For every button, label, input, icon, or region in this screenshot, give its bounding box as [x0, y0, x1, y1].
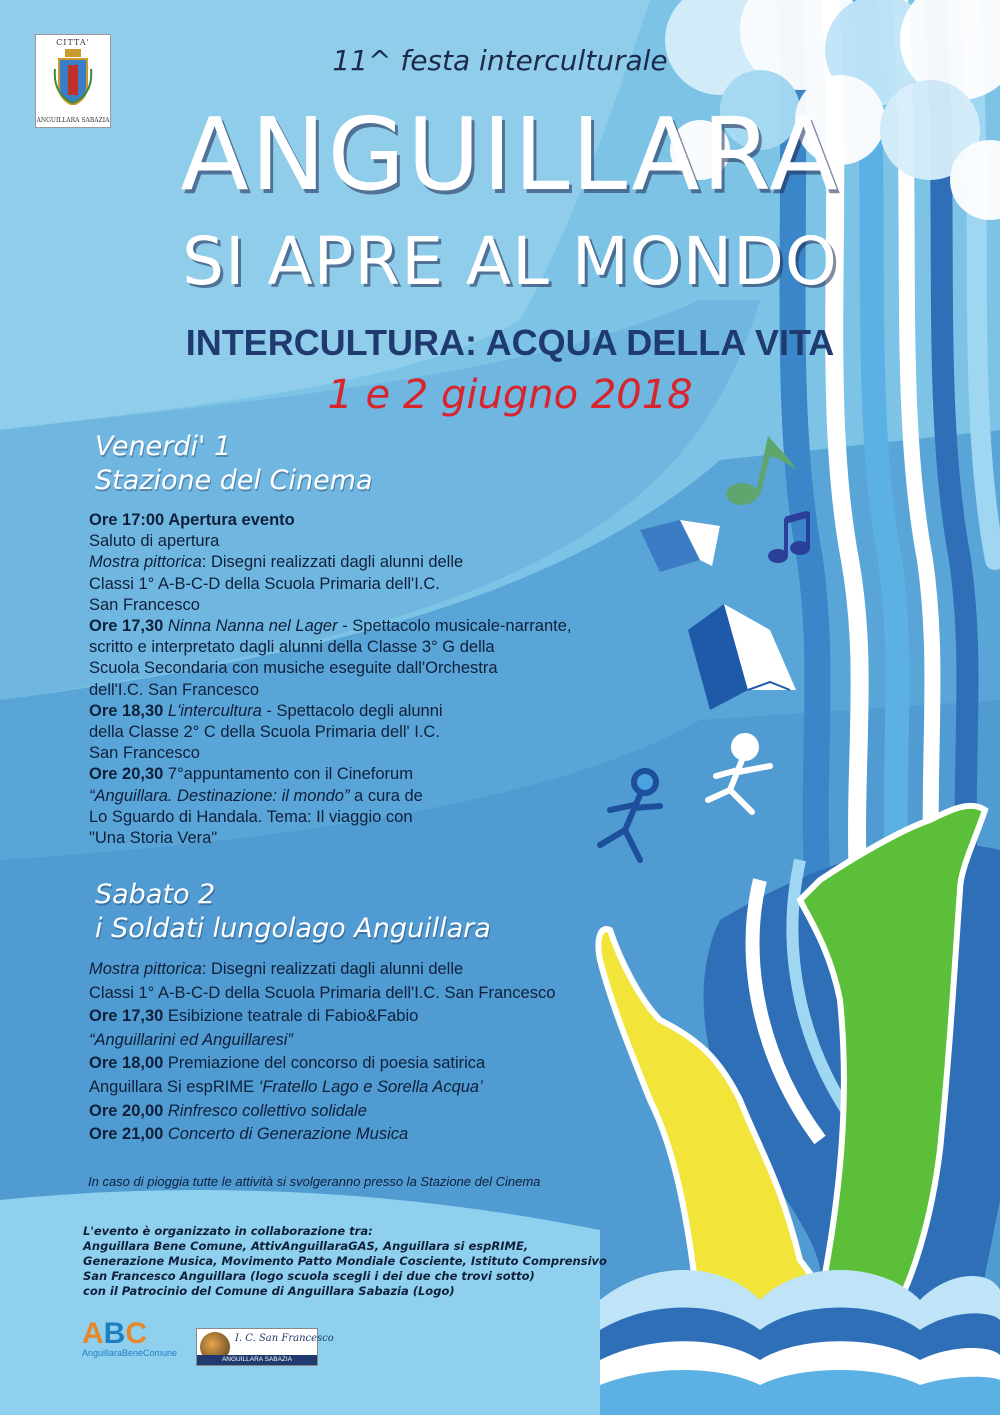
program-line — [89, 743, 571, 764]
program-line — [89, 764, 571, 785]
crest-top-text: CITTA' — [56, 38, 90, 47]
day1-heading-line1: Venerdi' 1 — [95, 431, 232, 462]
title-line-1: ANGUILLARA — [180, 96, 840, 213]
program-line — [89, 616, 571, 637]
organizer-line: con il Patrocinio del Comune di Anguillara Sabazia (Logo) — [83, 1284, 455, 1298]
program-line-part: - Spettacolo degli alunni — [261, 701, 443, 720]
program-line-part: Ore 20,30 — [89, 765, 168, 784]
program-line-part: Premiazione del concorso di poesia satirica — [167, 1054, 486, 1073]
program-line-part: Ore 18,30 — [89, 701, 168, 720]
program-line — [89, 531, 571, 552]
organizer-line: Generazione Musica, Movimento Patto Mondiale Cosciente, Istituto Comprensivo — [83, 1254, 607, 1268]
rain-note: In caso di pioggia tutte le attività si svolgeranno presso la Stazione del Cinema — [88, 1174, 541, 1189]
wave-base — [600, 1270, 1000, 1415]
program-line-part: : Disegni realizzati dagli alunni delle — [201, 960, 464, 978]
program-line-part: scritto e interpretato dagli alunni della Classe 3° G della — [89, 638, 495, 657]
day2-heading-line1: Sabato 2 — [95, 879, 216, 910]
program-line — [89, 1052, 555, 1076]
event-date: 1 e 2 giugno 2018 — [327, 372, 693, 418]
school-logo — [196, 1328, 334, 1366]
day1-program — [89, 510, 571, 849]
program-line-part: San Francesco — [89, 744, 200, 763]
program-line — [89, 807, 571, 828]
day1-heading-line2: Stazione del Cinema — [95, 465, 373, 496]
program-line-part: : Disegni realizzati dagli alunni delle — [201, 553, 464, 572]
program-line-part: della Classe 2° C della Scuola Primaria dell' I.C. — [89, 723, 440, 742]
program-line-part: Rinfresco collettivo solidale — [167, 1101, 367, 1120]
program-line-part: Ore 20,00 — [89, 1101, 168, 1120]
program-line — [89, 958, 555, 982]
program-line — [89, 1076, 555, 1100]
coat-of-arms-icon — [53, 49, 93, 105]
day2-program — [89, 958, 555, 1147]
program-line-part: Mostra pittorica — [89, 553, 202, 572]
program-line — [89, 595, 571, 616]
abc-logo-name: AnguillaraBeneComune — [82, 1348, 178, 1358]
program-line — [89, 828, 571, 849]
program-line-part: Classi 1° A-B-C-D della Scuola Primaria dell'I.C. — [89, 574, 440, 593]
program-line — [89, 680, 571, 701]
program-line — [89, 637, 571, 658]
school-logo-place: ANGUILLARA SABAZIA — [197, 1355, 317, 1365]
school-logo-name: I. C. San Francesco — [235, 1333, 334, 1344]
organizers-block — [83, 1224, 607, 1299]
program-line — [89, 1123, 555, 1147]
program-line-part: "Una Storia Vera" — [89, 829, 218, 848]
city-crest — [35, 34, 111, 128]
program-line — [89, 574, 571, 595]
abc-logo-mark: ABC — [82, 1317, 148, 1350]
program-line-part: a cura de — [349, 786, 423, 805]
organizer-line: San Francesco Anguillara (logo scuola scegli i dei due che trovi sotto) — [83, 1269, 535, 1283]
program-line — [89, 658, 571, 679]
program-line-part: Scuola Secondaria con musiche eseguite dall'Orchestra — [89, 659, 498, 678]
program-line-part: 7°appuntamento con il Cineforum — [167, 765, 413, 784]
program-line-part: Mostra pittorica — [89, 960, 202, 978]
program-line — [89, 722, 571, 743]
program-line-part: - Spettacolo musicale-narrante, — [337, 617, 572, 636]
program-line-part: L'intercultura — [167, 701, 262, 720]
program-line-part: Classi 1° A-B-C-D della Scuola Primaria dell'I.C. San Francesco — [89, 983, 556, 1002]
day1-heading — [95, 430, 373, 498]
program-line — [89, 982, 555, 1006]
program-line-part: Ore 17,30 — [89, 1007, 168, 1026]
program-line — [89, 701, 571, 722]
program-line-part: ‘Fratello Lago e Sorella Acqua’ — [258, 1077, 483, 1096]
program-line — [89, 1029, 555, 1053]
title-line-2: SI APRE AL MONDO — [182, 223, 838, 300]
theme-heading: INTERCULTURA: ACQUA DELLA VITA — [185, 322, 835, 363]
festival-subtitle: 11^ festa interculturale — [332, 44, 668, 77]
program-line-part: Ore 17:00 Apertura evento — [89, 511, 295, 529]
program-line-part: Ore 18,00 — [89, 1054, 168, 1073]
program-line-part: San Francesco — [89, 595, 200, 614]
day2-heading-line2: i Soldati lungolago Anguillara — [95, 913, 491, 944]
program-line-part: Ore 21,00 — [89, 1125, 168, 1144]
program-line-part: dell'I.C. San Francesco — [89, 680, 260, 699]
program-line-part: “Anguillarini ed Anguillaresi” — [89, 1030, 293, 1049]
program-line-part: Lo Sguardo di Handala. Tema: Il viaggio con — [89, 807, 413, 826]
day2-heading — [95, 878, 491, 946]
program-line-part: Esibizione teatrale di Fabio&Fabio — [167, 1007, 419, 1026]
program-line-part: Saluto di apertura — [89, 532, 220, 551]
abc-logo — [82, 1318, 182, 1368]
program-line-part: Anguillara Si espRIME — [89, 1077, 259, 1096]
program-line-part: “Anguillara. Destinazione: il mondo” — [89, 786, 350, 805]
program-line — [89, 552, 571, 573]
program-line — [89, 510, 571, 531]
program-line-part: Concerto di Generazione Musica — [167, 1125, 409, 1144]
program-line-part: Ninna Nanna nel Lager — [167, 617, 338, 636]
crest-bottom-text: ANGUILLARA SABAZIA — [36, 117, 110, 124]
organizer-line: L'evento è organizzato in collaborazione tra: — [83, 1224, 373, 1238]
program-line — [89, 786, 571, 807]
program-line — [89, 1100, 555, 1124]
organizer-line: Anguillara Bene Comune, AttivAnguillaraGAS, Anguillara si espRIME, — [83, 1239, 529, 1253]
program-line — [89, 1005, 555, 1029]
program-line-part: Ore 17,30 — [89, 617, 168, 636]
